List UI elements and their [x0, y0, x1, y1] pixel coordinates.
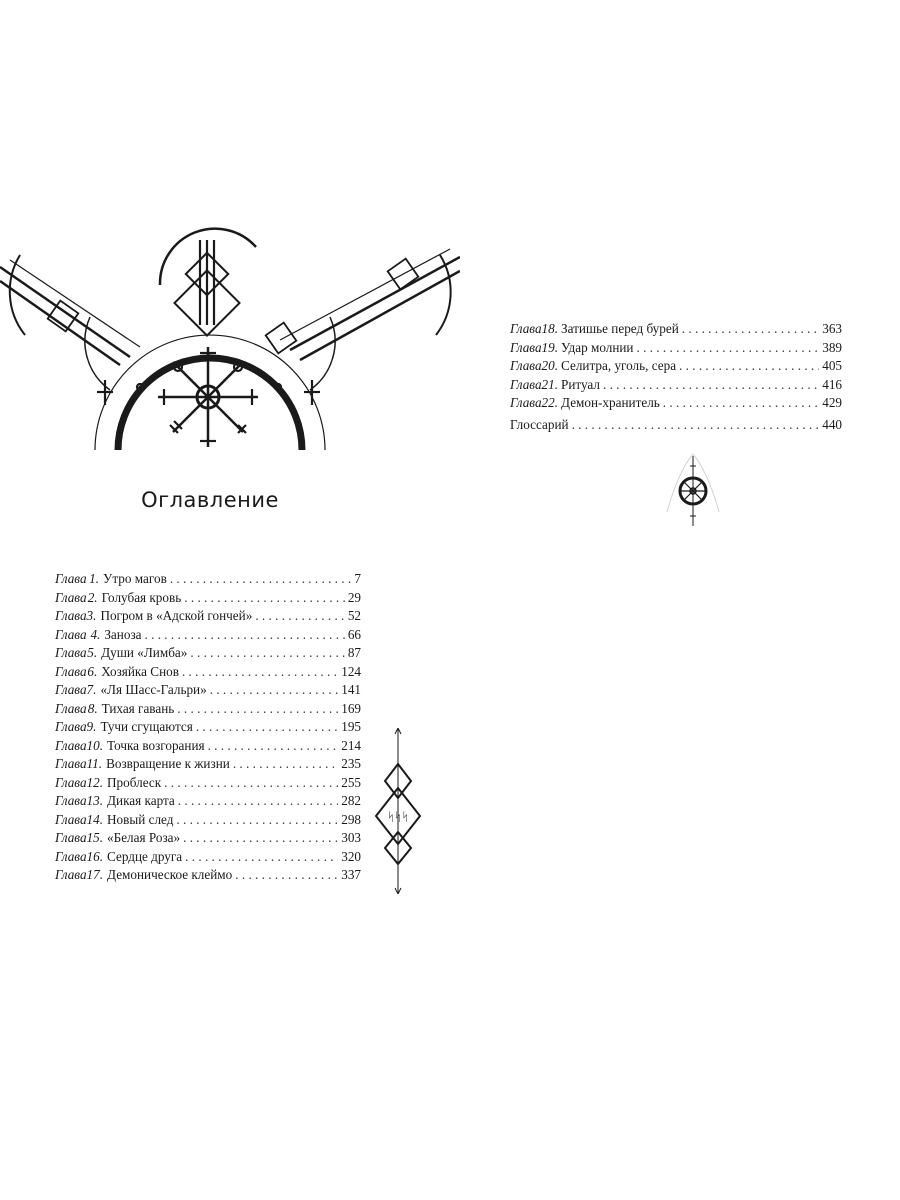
chapter-title: Точка возгорания: [107, 737, 205, 753]
dot-leader: [255, 608, 345, 624]
toc-left-column: [55, 571, 361, 886]
diamond-divider-ornament: [372, 728, 424, 894]
page-number: 7: [354, 571, 361, 586]
chapter-word: Глава: [55, 682, 87, 697]
page-number: 405: [822, 358, 842, 373]
chapter-number: 19.: [541, 339, 559, 355]
chapter-number: 1.: [89, 571, 100, 586]
chapter-word: Глава: [55, 700, 87, 716]
dot-leader: [663, 395, 819, 411]
chapter-title: Тихая гавань: [101, 700, 175, 716]
toc-entry: [510, 340, 842, 359]
page-number: 52: [347, 608, 361, 623]
dot-leader: [185, 849, 338, 865]
toc-entry: [55, 645, 361, 664]
dot-leader: [164, 775, 338, 791]
dot-leader: [682, 321, 819, 337]
chapter-title: Ритуал: [561, 376, 600, 392]
toc-entry: [55, 775, 361, 794]
chapter-number: 15.: [86, 830, 104, 845]
dot-leader: [177, 701, 338, 717]
dot-leader: [637, 340, 820, 356]
chapter-number: 11.: [86, 756, 103, 771]
chapter-word: Глава: [55, 793, 87, 808]
chapter-word: Глава: [510, 339, 542, 355]
dot-leader: [235, 867, 338, 883]
chapter-number: 2.: [87, 589, 98, 605]
chapter-number: 3.: [86, 608, 97, 623]
page-number: 320: [341, 848, 361, 864]
page-number: 29: [347, 589, 361, 605]
page-number: 214: [341, 737, 361, 753]
toc-entry: [55, 756, 361, 775]
page-number: 282: [341, 793, 361, 808]
chapter-number: 5.: [87, 645, 98, 660]
page-number: 363: [822, 321, 842, 336]
toc-entry: [55, 682, 361, 701]
chapter-number: 10.: [86, 737, 104, 753]
dot-leader: [176, 812, 338, 828]
page-number: 66: [347, 626, 361, 642]
toc-entry: [55, 590, 361, 609]
chapter-title: Заноза: [104, 626, 142, 642]
chapter-title: Селитра, уголь, сера: [561, 358, 677, 373]
chapter-word: Глава: [55, 663, 87, 679]
page-number: 87: [347, 645, 361, 660]
chapter-word: Глава: [55, 756, 87, 771]
dot-leader: [178, 793, 338, 809]
dot-leader: [233, 756, 338, 772]
chapter-word: Глава: [510, 395, 542, 410]
toc-entry: [55, 608, 361, 627]
chapter-number: 8.: [87, 700, 98, 716]
toc-entry: [55, 830, 361, 849]
chapter-number: 18.: [541, 321, 559, 336]
chapter-title: Проблеск: [107, 774, 162, 790]
chapter-word: Глава: [55, 589, 87, 605]
page-number: 303: [341, 830, 361, 845]
chapter-number: 9.: [86, 719, 97, 734]
chapter-word: Глава: [55, 719, 87, 734]
dot-leader: [170, 571, 352, 587]
page-number: 141: [341, 682, 361, 697]
page-number: 195: [341, 719, 361, 734]
chapter-word: Глава: [55, 608, 87, 623]
toc-entry: [510, 358, 842, 377]
dot-leader: [208, 738, 339, 754]
chapter-word: Глава: [510, 376, 542, 392]
toc-entry: [510, 395, 842, 414]
dot-leader: [603, 377, 819, 393]
dot-leader: [183, 830, 338, 846]
chapter-title: Удар молнии: [561, 339, 634, 355]
rune-text: ᛋᛋᛋ: [387, 810, 409, 824]
dot-leader: [184, 590, 345, 606]
chapter-title: Дикая карта: [107, 793, 175, 808]
chapter-number: 20.: [541, 358, 559, 373]
toc-entry: [55, 664, 361, 683]
page-number: 298: [341, 811, 361, 827]
toc-entry: [55, 627, 361, 646]
glossary-title: Глоссарий: [510, 416, 569, 432]
chapter-word: Глава: [55, 811, 87, 827]
chapter-number: 12.: [86, 774, 104, 790]
page-number: 429: [822, 395, 842, 410]
chapter-title: Возвращение к жизни: [106, 756, 230, 771]
toc-entry: [55, 849, 361, 868]
toc-right-column: [510, 321, 842, 435]
toc-entry: [55, 701, 361, 720]
toc-entry: [510, 377, 842, 396]
chapter-word: Глава: [55, 737, 87, 753]
chapter-number: 17.: [86, 867, 104, 882]
chapter-number: 6.: [87, 663, 98, 679]
dot-leader: [182, 664, 338, 680]
chapter-title: «Белая Роза»: [107, 830, 181, 845]
chapter-word: Глава: [55, 645, 87, 660]
chapter-title: Демоническое клеймо: [107, 867, 233, 882]
chapter-title: Новый след: [107, 811, 174, 827]
chapter-title: Погром в «Адской гончей»: [100, 608, 253, 623]
page-number: 389: [822, 339, 842, 355]
toc-entry: [55, 571, 361, 590]
toc-entry: [510, 321, 842, 340]
dot-leader: [572, 417, 820, 433]
page-number: 416: [822, 376, 842, 392]
chapter-title: Хозяйка Снов: [101, 663, 179, 679]
page-number: 124: [341, 663, 361, 679]
chapter-number: 14.: [86, 811, 104, 827]
page-number: 169: [341, 700, 361, 716]
toc-entry: [55, 719, 361, 738]
dot-leader: [210, 682, 339, 698]
chapter-number: 4.: [90, 626, 101, 642]
dot-leader: [679, 358, 819, 374]
small-compass-icon: [663, 452, 723, 530]
glossary-entry: [510, 417, 842, 436]
chapter-number: 16.: [86, 848, 104, 864]
chapter-word: Глава: [510, 358, 542, 373]
chapter-title: Сердце друга: [107, 848, 183, 864]
toc-entry: [55, 867, 361, 886]
chapter-title: Демон-хранитель: [561, 395, 660, 410]
chapter-title: Голубая кровь: [101, 589, 182, 605]
toc-entry: [55, 793, 361, 812]
page-number: 255: [341, 774, 361, 790]
chapter-number: 7.: [86, 682, 97, 697]
page-number: 440: [822, 416, 842, 432]
chapter-title: «Ля Шасс-Гальри»: [100, 682, 207, 697]
page-number: 235: [341, 756, 361, 771]
chapter-word: Глава: [510, 321, 542, 336]
chapter-word: Глава: [55, 867, 87, 882]
vegvisir-ornament: [0, 225, 460, 455]
chapter-word: Глава: [55, 830, 87, 845]
chapter-number: 21.: [541, 376, 559, 392]
chapter-word: Глава: [55, 774, 87, 790]
dot-leader: [196, 719, 338, 735]
toc-entry: [55, 738, 361, 757]
chapter-number: 13.: [86, 793, 104, 808]
toc-entry: [55, 812, 361, 831]
chapter-word: Глава: [55, 848, 87, 864]
chapter-word: Глава: [55, 626, 87, 642]
chapter-title: Затишье перед бурей: [561, 321, 679, 336]
dot-leader: [190, 645, 344, 661]
chapter-title: Тучи сгущаются: [100, 719, 193, 734]
toc-heading: Оглавление: [141, 488, 279, 512]
dot-leader: [145, 627, 345, 643]
chapter-number: 22.: [541, 395, 559, 410]
chapter-word: Глава: [55, 571, 87, 586]
chapter-title: Души «Лимба»: [101, 645, 188, 660]
page-number: 337: [341, 867, 361, 882]
chapter-title: Утро магов: [103, 571, 167, 586]
